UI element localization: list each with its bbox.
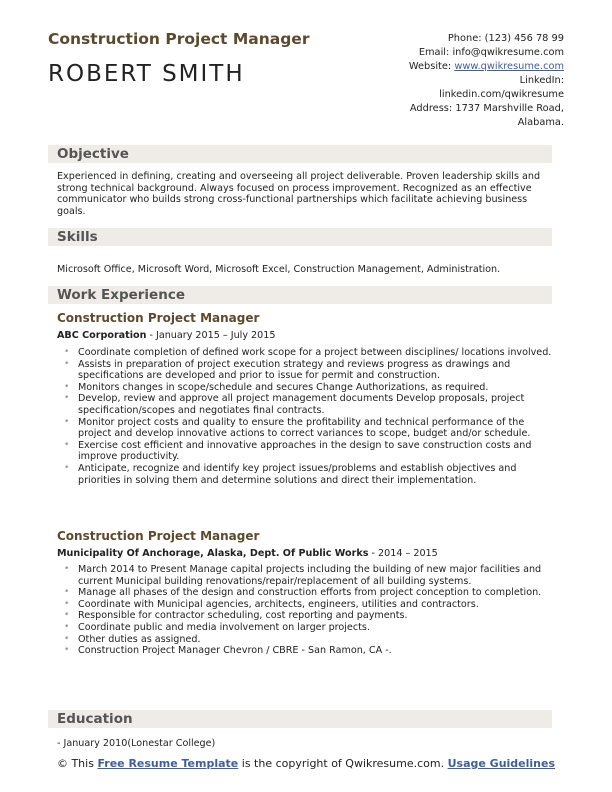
bullet-text: Develop, review and approve all project management documents Develop proposals, project specification/scopes and negotiates final contracts. [78, 393, 525, 416]
address-value-2: Alabama. [517, 117, 564, 128]
candidate-name: ROBERT SMITH [48, 61, 245, 87]
list-item [57, 417, 552, 440]
bullet-icon: • [64, 439, 70, 450]
list-item [57, 463, 552, 486]
free-resume-template-link[interactable]: Free Resume Template [97, 757, 239, 770]
list-item [57, 622, 552, 634]
linkedin-value: linkedin.com/qwikresume [439, 89, 564, 100]
contact-block [334, 32, 564, 130]
job-1-title: Construction Project Manager [57, 311, 260, 325]
bullet-text: Exercise cost efficient and innovative approaches in the design to save construction costs and improve productivity. [78, 439, 532, 463]
bullet-text: Coordinate public and media involvement on larger projects. [78, 621, 370, 633]
job-1-dates: - January 2015 – July 2015 [146, 330, 276, 341]
website-link[interactable]: www.qwikresume.com [454, 61, 564, 72]
bullet-text: Construction Project Manager Chevron / CBRE - San Ramon, CA -. [78, 645, 392, 657]
bullet-text: March 2014 to Present Manage capital projects including the building of new major facilities and current Municipal building renovations/repair/replacement of all building systems. [78, 564, 542, 587]
job-1-company: ABC Corporation [57, 330, 147, 341]
bullet-text: Other duties as assigned. [78, 633, 201, 645]
bullet-text: Coordinate with Municipal agencies, architects, engineers, utilities and contractors. [78, 598, 479, 610]
experience-heading: Work Experience [57, 287, 185, 303]
email-label: Email: [418, 47, 450, 58]
education-heading: Education [57, 711, 133, 727]
bullet-text: Monitor project costs and quality to ensure the profitability and technical performance of the project and develop innovative actions to correct variances to scope, budget and/or schedule. [78, 416, 531, 440]
job-2-company: Municipality Of Anchorage, Alaska, Dept. Of Public Works [57, 548, 369, 559]
list-item [57, 393, 552, 416]
job-title: Construction Project Manager [48, 30, 310, 48]
list-item [57, 382, 552, 394]
usage-guidelines-link[interactable]: Usage Guidelines [447, 757, 556, 770]
list-item [57, 440, 552, 463]
bullet-icon: • [64, 633, 70, 644]
skills-text: Microsoft Office, Microsoft Word, Microsoft Excel, Construction Management, Administration. [57, 264, 501, 275]
bullet-icon: • [64, 347, 70, 357]
bullet-icon: • [64, 358, 70, 369]
bullet-icon: • [64, 598, 70, 609]
phone-value: (123) 456 78 99 [484, 33, 564, 44]
list-item [57, 599, 552, 611]
copyright-footer [48, 757, 564, 771]
bullet-icon: • [64, 621, 70, 632]
experience-section-header [48, 286, 552, 304]
skills-section-header [48, 228, 552, 246]
bullet-text: Monitors changes in scope/schedule and secures Change Authorizations, as required. [78, 381, 489, 393]
bullet-icon: • [64, 564, 70, 574]
website-label: Website: [408, 61, 452, 72]
bullet-text: Anticipate, recognize and identify key project issues/problems and establish objectives and priorities in solving them and determine solutions and direct their implementation. [78, 462, 517, 486]
phone-line [334, 32, 564, 46]
list-item [57, 587, 552, 599]
objective-section-header [48, 145, 552, 163]
job-2-title: Construction Project Manager [57, 529, 260, 543]
job-1-bullets [57, 347, 552, 486]
job-1-company-line [57, 330, 275, 341]
address-label: Address: [409, 103, 453, 114]
email-value: info@qwikresume.com [452, 47, 564, 58]
bullet-icon: • [64, 462, 70, 473]
list-item [57, 564, 552, 587]
email-line [334, 46, 564, 60]
list-item [57, 359, 552, 382]
list-item [57, 347, 552, 359]
list-item [57, 634, 552, 646]
objective-heading: Objective [57, 146, 129, 162]
footer-middle: is the copyright of Qwikresume.com. [238, 757, 448, 770]
bullet-text: Manage all phases of the design and construction efforts from project conception to completion. [78, 587, 542, 599]
bullet-icon: • [64, 610, 70, 621]
objective-text: Experienced in defining, creating and overseeing all project deliverable. Proven leadership skills and strong technical background. Always focused on process improvement. Recognized as an effective communicator who builds strong cross-functional partnerships which facilitate achieving business goals. [57, 171, 541, 217]
phone-label: Phone: [447, 33, 482, 44]
education-text: - January 2010(Lonestar College) [57, 738, 216, 749]
address-line [334, 102, 564, 116]
job-2-dates: - 2014 – 2015 [368, 548, 438, 559]
linkedin-label: LinkedIn: [519, 75, 564, 86]
list-item [57, 610, 552, 622]
bullet-icon: • [64, 393, 70, 404]
bullet-icon: • [64, 645, 70, 656]
job-2-company-line [57, 548, 438, 559]
skills-heading: Skills [57, 229, 98, 245]
bullet-icon: • [64, 416, 70, 427]
footer-prefix: © This [56, 757, 98, 770]
bullet-icon: • [64, 381, 70, 392]
bullet-text: Coordinate completion of defined work scope for a project between disciplines/ locations involved. [78, 347, 552, 358]
bullet-text: Responsible for contractor scheduling, cost reporting and payments. [78, 610, 408, 622]
bullet-text: Assists in preparation of project execution strategy and reviews progress as drawings and specifications are developed and prior to issue for permit and construction. [78, 358, 511, 382]
education-section-header [48, 710, 552, 728]
address-value-1: 1737 Marshville Road, [455, 103, 564, 114]
job-2-bullets [57, 564, 552, 657]
list-item [57, 645, 552, 657]
website-line [334, 60, 564, 74]
bullet-icon: • [64, 587, 70, 598]
